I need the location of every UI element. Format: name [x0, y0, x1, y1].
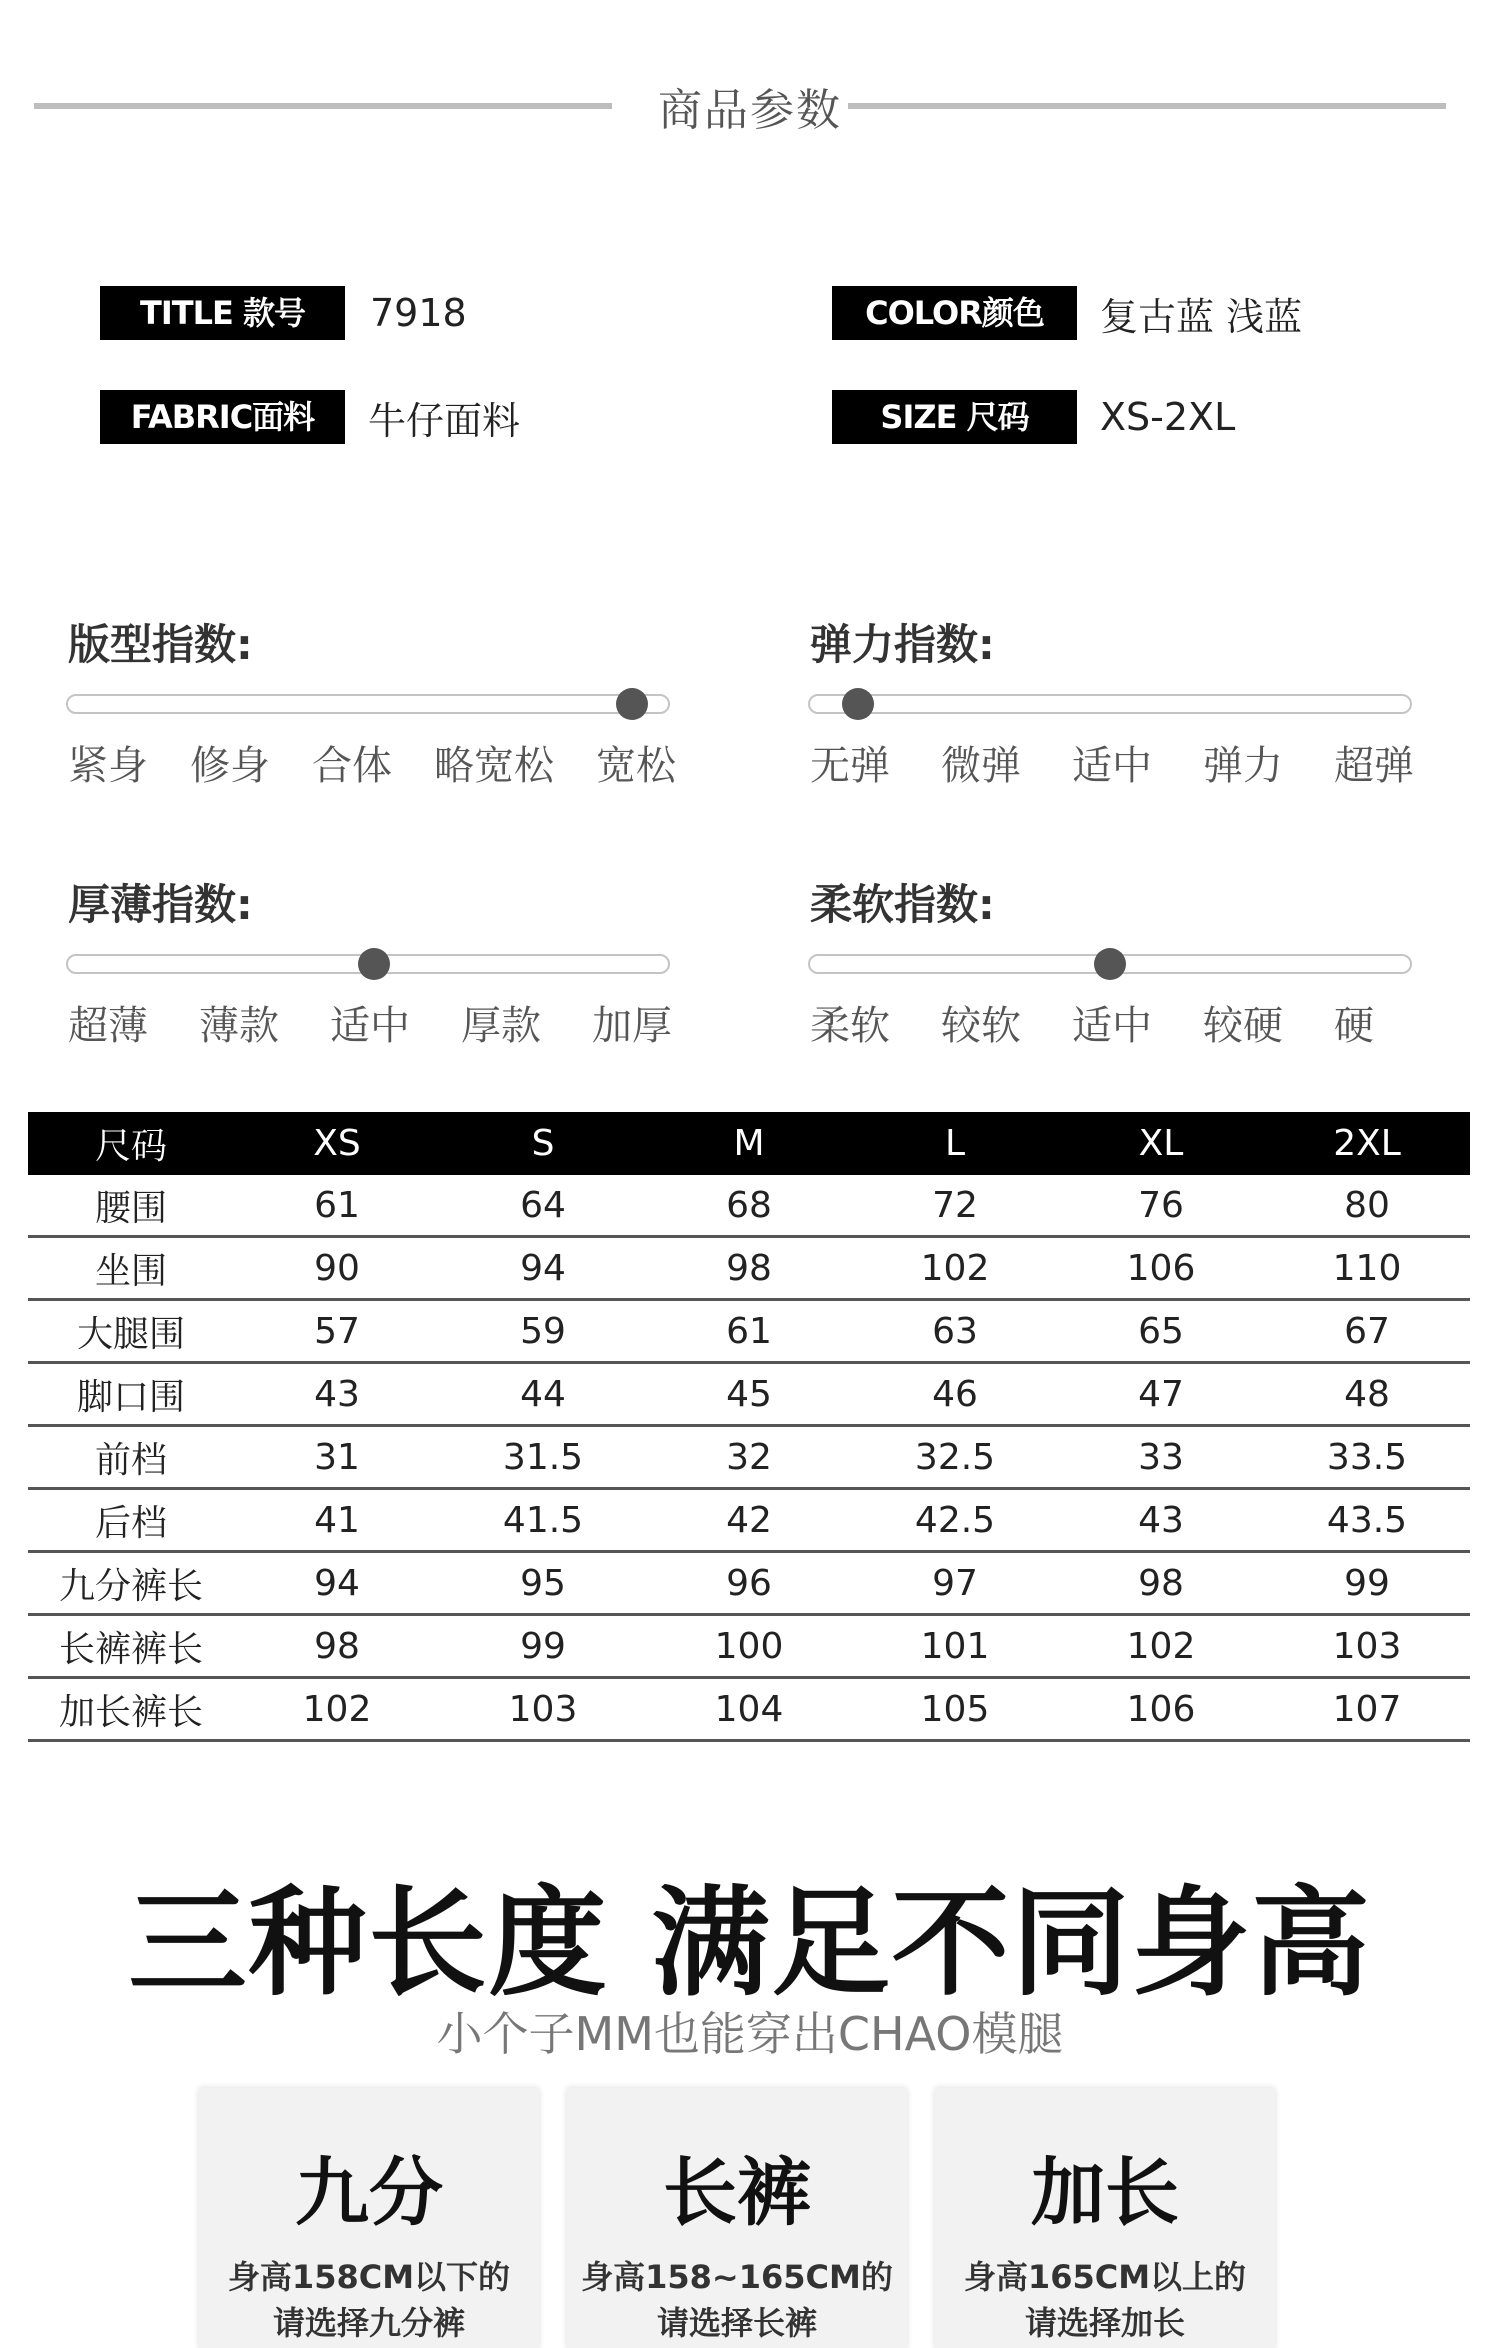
table-cell: 103 — [508, 1688, 578, 1730]
table-cell: 98 — [726, 1247, 772, 1289]
card-desc-line: 请选择长裤 — [656, 2304, 817, 2342]
table-cell: 106 — [1126, 1247, 1196, 1289]
size-value: XS-2XL — [1100, 395, 1236, 439]
table-cell: 33 — [1138, 1436, 1184, 1478]
card-desc — [935, 2254, 1275, 2346]
table-cell: 61 — [314, 1184, 360, 1226]
table-cell: 33.5 — [1326, 1436, 1408, 1478]
stretch-label: 超弹 — [1334, 743, 1414, 789]
table-cell: 57 — [314, 1310, 360, 1352]
table-cell: 67 — [1344, 1310, 1390, 1352]
table-cell: 94 — [314, 1562, 360, 1604]
stretch-index-track — [808, 694, 1412, 714]
table-cell: 68 — [726, 1184, 772, 1226]
table-row — [28, 1679, 1470, 1742]
thickness-label: 适中 — [330, 1003, 410, 1049]
softness-label: 较软 — [941, 1003, 1021, 1049]
table-header-cell: L — [944, 1123, 966, 1164]
table-header-cell: XL — [1138, 1123, 1184, 1164]
fit-index-title: 版型指数: — [68, 620, 253, 669]
table-header-cell: 尺码 — [94, 1126, 167, 1167]
table-row — [28, 1301, 1470, 1364]
table-cell: 48 — [1344, 1373, 1390, 1415]
stretch-index-labels — [810, 734, 1414, 791]
table-cell: 99 — [1344, 1562, 1390, 1604]
table-cell: 43 — [1138, 1499, 1184, 1541]
card-desc-line: 身高158CM以下的 — [227, 2258, 511, 2296]
table-body — [28, 1175, 1470, 1742]
table-cell: 97 — [932, 1562, 978, 1604]
table-cell: 96 — [726, 1562, 772, 1604]
table-cell: 42.5 — [914, 1499, 996, 1541]
thickness-index-labels — [68, 994, 672, 1051]
table-cell: 76 — [1138, 1184, 1184, 1226]
table-cell: 110 — [1332, 1247, 1402, 1289]
fit-label: 略宽松 — [434, 743, 554, 789]
table-cell: 45 — [726, 1373, 772, 1415]
fit-index-labels — [68, 734, 676, 791]
color-tag: COLOR颜色 — [832, 286, 1077, 340]
card-desc-line: 请选择九分裤 — [272, 2304, 465, 2342]
thickness-label: 加厚 — [592, 1003, 672, 1049]
table-cell: 61 — [726, 1310, 772, 1352]
table-cell: 98 — [1138, 1562, 1184, 1604]
title-tag: TITLE 款号 — [100, 286, 345, 340]
card-desc — [199, 2254, 539, 2346]
softness-index-track — [808, 954, 1412, 974]
table-row — [28, 1364, 1470, 1427]
card-title: 加长 — [1031, 2150, 1179, 2236]
table-row-label: 大腿围 — [76, 1313, 185, 1355]
fit-label: 修身 — [190, 743, 270, 789]
fit-label: 宽松 — [596, 743, 676, 789]
fit-index-track — [66, 694, 670, 714]
length-card-long — [935, 2088, 1275, 2348]
table-cell: 64 — [520, 1184, 566, 1226]
stretch-label: 无弹 — [810, 743, 890, 789]
length-card-cropped — [199, 2088, 539, 2348]
table-cell: 59 — [520, 1310, 566, 1352]
table-cell: 43 — [314, 1373, 360, 1415]
table-row — [28, 1490, 1470, 1553]
thickness-label: 薄款 — [199, 1003, 279, 1049]
card-desc — [567, 2254, 907, 2346]
table-row-label: 坐围 — [94, 1250, 167, 1292]
stretch-label: 适中 — [1072, 743, 1152, 789]
softness-index-labels — [810, 994, 1374, 1051]
table-row-label: 脚口围 — [76, 1376, 185, 1418]
header-divider-right — [848, 103, 1446, 109]
size-tag: SIZE 尺码 — [832, 390, 1077, 444]
card-desc-line: 请选择加长 — [1024, 2304, 1185, 2342]
fit-index-knob — [616, 688, 648, 720]
table-cell: 106 — [1126, 1688, 1196, 1730]
table-header-cell: 2XL — [1333, 1123, 1401, 1164]
table-cell: 99 — [520, 1625, 566, 1667]
card-desc-line: 身高165CM以上的 — [963, 2258, 1247, 2296]
card-desc-line: 身高158~165CM的 — [581, 2258, 893, 2296]
table-cell: 31 — [314, 1436, 360, 1478]
table-cell: 101 — [920, 1625, 990, 1667]
table-header-cell: M — [733, 1123, 765, 1164]
table-row — [28, 1238, 1470, 1301]
fabric-tag: FABRIC面料 — [100, 390, 345, 444]
table-cell: 102 — [920, 1247, 990, 1289]
softness-label: 适中 — [1072, 1003, 1152, 1049]
table-row — [28, 1427, 1470, 1490]
table-cell: 47 — [1138, 1373, 1184, 1415]
table-header-cell: XS — [313, 1123, 361, 1164]
table-header-row — [28, 1112, 1470, 1175]
table-cell: 80 — [1344, 1184, 1390, 1226]
softness-label: 较硬 — [1203, 1003, 1283, 1049]
table-cell: 102 — [302, 1688, 372, 1730]
table-cell: 105 — [920, 1688, 990, 1730]
fit-label: 合体 — [312, 743, 392, 789]
softness-label: 柔软 — [810, 1003, 890, 1049]
table-cell: 44 — [520, 1373, 566, 1415]
card-title: 九分 — [295, 2150, 443, 2236]
table-cell: 65 — [1138, 1310, 1184, 1352]
color-value: 复古蓝 浅蓝 — [1100, 295, 1303, 339]
stretch-index-knob — [842, 688, 874, 720]
table-cell: 72 — [932, 1184, 978, 1226]
table-cell: 32 — [726, 1436, 772, 1478]
table-row — [28, 1175, 1470, 1238]
table-row-label: 前档 — [94, 1439, 167, 1481]
table-cell: 94 — [520, 1247, 566, 1289]
table-row-label: 加长裤长 — [58, 1691, 203, 1733]
table-row-label: 腰围 — [94, 1187, 167, 1229]
table-cell: 32.5 — [914, 1436, 996, 1478]
section-title: 商品参数 — [658, 85, 842, 136]
table-cell: 63 — [932, 1310, 978, 1352]
fit-label: 紧身 — [68, 743, 148, 789]
table-cell: 102 — [1126, 1625, 1196, 1667]
table-row — [28, 1616, 1470, 1679]
table-row-label: 长裤裤长 — [58, 1628, 203, 1670]
stretch-index-title: 弹力指数: — [810, 620, 995, 669]
table-row-label: 后档 — [94, 1502, 167, 1544]
table-cell: 46 — [932, 1373, 978, 1415]
softness-index-title: 柔软指数: — [810, 880, 995, 929]
table-cell: 103 — [1332, 1625, 1402, 1667]
table-cell: 104 — [714, 1688, 784, 1730]
size-table — [28, 1112, 1470, 1742]
table-cell: 41.5 — [502, 1499, 584, 1541]
table-header-cell: S — [531, 1123, 555, 1164]
stretch-label: 弹力 — [1203, 743, 1283, 789]
thickness-label: 超薄 — [68, 1003, 148, 1049]
table-cell: 42 — [726, 1499, 772, 1541]
length-card-regular — [567, 2088, 907, 2348]
table-cell: 107 — [1332, 1688, 1402, 1730]
fabric-value: 牛仔面料 — [368, 399, 521, 443]
thickness-index-track — [66, 954, 670, 974]
table-cell: 43.5 — [1326, 1499, 1408, 1541]
table-row-label: 九分裤长 — [58, 1565, 203, 1607]
title-value: 7918 — [370, 291, 467, 335]
table-row — [28, 1553, 1470, 1616]
lengths-title: 三种长度 满足不同身高 — [128, 1874, 1372, 2012]
softness-label: 硬 — [1334, 1003, 1374, 1049]
table-cell: 90 — [314, 1247, 360, 1289]
table-cell: 95 — [520, 1562, 566, 1604]
table-cell: 31.5 — [502, 1436, 584, 1478]
thickness-label: 厚款 — [461, 1003, 541, 1049]
thickness-index-title: 厚薄指数: — [68, 880, 253, 929]
card-title: 长裤 — [663, 2150, 811, 2236]
thickness-index-knob — [358, 948, 390, 980]
table-cell: 98 — [314, 1625, 360, 1667]
softness-index-knob — [1094, 948, 1126, 980]
table-cell: 100 — [714, 1625, 784, 1667]
stretch-label: 微弹 — [941, 743, 1021, 789]
lengths-subtitle: 小个子MM也能穿出CHAO模腿 — [436, 2007, 1064, 2061]
table-cell: 41 — [314, 1499, 360, 1541]
